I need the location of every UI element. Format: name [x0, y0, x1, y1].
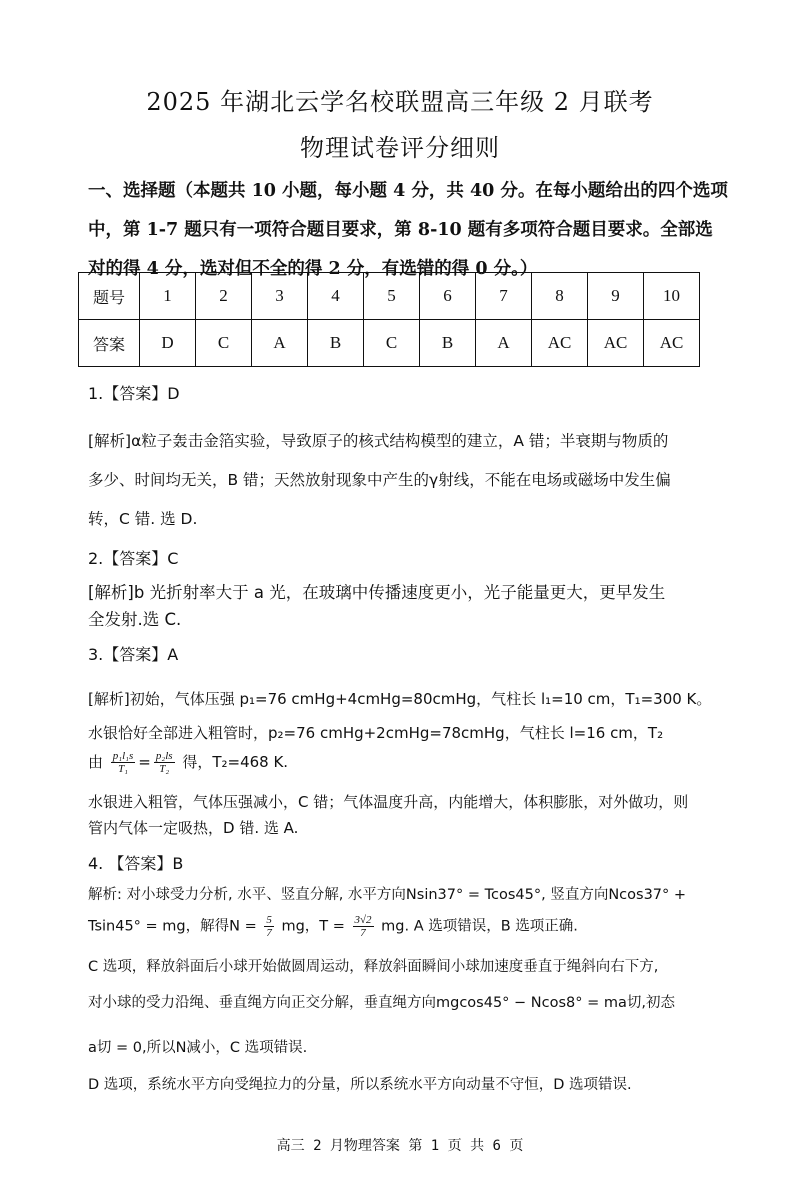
- q2-explanation-line: 全发射.选 C.: [88, 610, 182, 629]
- table-cell: AC: [644, 320, 700, 367]
- table-cell: A: [476, 320, 532, 367]
- q4-answer-heading: 4. 【答案】B: [88, 854, 184, 873]
- row-header-number: 题号: [79, 273, 140, 320]
- q1-explanation-line: 多少、时间均无关，B 错；天然放射现象中产生的γ射线，不能在电场或磁场中发生偏: [88, 471, 671, 489]
- fraction: [154, 750, 175, 775]
- fraction-numerator: p₁l₁s: [112, 750, 134, 762]
- table-cell: 9: [588, 273, 644, 320]
- q3-explanation-line: [解析]初始，气体压强 p₁=76 cmHg+4cmHg=80cmHg，气柱长 l₁=10 cm，T₁=300 K。: [88, 690, 712, 708]
- document-title: 2025 年湖北云学名校联盟高三年级 2 月联考: [146, 88, 654, 116]
- section-heading: 一、选择题（本题共 10 小题，每小题 4 分，共 40 分。在每小题给出的四个选项中，第 1-7 题只有一项符合题目要求，第 8-10 题有多项符合题目要求。全部选对的得 4 分，选对但不全的得 2 分，有选错的得 0 分。）: [88, 181, 728, 279]
- q4-equation-line: [88, 914, 728, 939]
- fraction: [111, 750, 136, 775]
- table-cell: A: [252, 320, 308, 367]
- fraction-denominator: T₁: [118, 763, 129, 775]
- q4-equation-part: Tsin45° = mg，解得N =: [88, 918, 257, 935]
- table-cell: 2: [196, 273, 252, 320]
- q3-equation-prefix: 由: [88, 753, 104, 771]
- table-cell: 7: [476, 273, 532, 320]
- fraction-denominator: T₂: [159, 763, 170, 775]
- table-cell: B: [420, 320, 476, 367]
- q1-explanation-line: 转，C 错. 选 D.: [88, 510, 198, 528]
- fraction: [264, 914, 274, 939]
- q3-answer-heading: 3.【答案】A: [88, 645, 179, 664]
- table-cell: C: [196, 320, 252, 367]
- q1-answer-heading: 1.【答案】D: [88, 384, 180, 403]
- row-header-answer: 答案: [79, 320, 140, 367]
- fraction-numerator: 3√2: [354, 914, 372, 926]
- document-subtitle: 物理试卷评分细则: [300, 134, 500, 162]
- fraction: [353, 914, 374, 939]
- table-cell: 3: [252, 273, 308, 320]
- q2-explanation-line: [解析]b 光折射率大于 a 光，在玻璃中传播速度更小，光子能量更大，更早发生: [88, 583, 666, 602]
- q3-explanation-line: 水银进入粗管，气体压强减小，C 错；气体温度升高，内能增大，体积膨胀，对外做功，则: [88, 793, 689, 811]
- table-cell: B: [308, 320, 364, 367]
- answer-table: [78, 272, 700, 367]
- q4-explanation-line: a切 = 0,所以N减小，C 选项错误.: [88, 1040, 308, 1056]
- table-cell: 10: [644, 273, 700, 320]
- q4-explanation-line: 解析: 对小球受力分析, 水平、竖直分解, 水平方向Nsin37° = Tcos45°, 竖直方向Ncos37° +: [88, 887, 687, 903]
- page-footer: 高三 2 月物理答案 第 1 页 共 6 页: [276, 1138, 524, 1154]
- q3-explanation-line: 管内气体一定吸热，D 错. 选 A.: [88, 819, 299, 837]
- q4-equation-part: mg. A 选项错误，B 选项正确.: [381, 918, 578, 935]
- fraction-denominator: 7: [360, 927, 366, 939]
- table-cell: D: [140, 320, 196, 367]
- table-cell: 1: [140, 273, 196, 320]
- q2-answer-heading: 2.【答案】C: [88, 549, 179, 568]
- q4-explanation-line: C 选项，释放斜面后小球开始做圆周运动，释放斜面瞬间小球加速度垂直于绳斜向右下方,: [88, 959, 659, 975]
- table-cell: 6: [420, 273, 476, 320]
- table-cell: C: [364, 320, 420, 367]
- q4-equation-part: mg，T =: [281, 918, 345, 935]
- q4-explanation-line: D 选项，系统水平方向受绳拉力的分量，所以系统水平方向动量不守恒，D 选项错误.: [88, 1077, 632, 1093]
- table-cell: 4: [308, 273, 364, 320]
- q4-explanation-line: 对小球的受力沿绳、垂直绳方向正交分解，垂直绳方向mgcos45° − Ncos8° = ma切,初态: [88, 995, 675, 1011]
- fraction-numerator: 5: [266, 914, 272, 926]
- q1-explanation-line: [解析]α粒子轰击金箔实验，导致原子的核式结构模型的建立，A 错；半衰期与物质的: [88, 432, 669, 450]
- table-cell: AC: [532, 320, 588, 367]
- fraction-numerator: p₂ls: [155, 750, 173, 762]
- table-row-answers: [79, 320, 700, 367]
- table-cell: 5: [364, 273, 420, 320]
- table-cell: AC: [588, 320, 644, 367]
- q3-equation-line: 由 $\frac{\text{p₁l₁s}}{\text{T₁}}$ = $\frac{\text{p₂ls}}{\text{T₂}}$ 得，T₂=468 K.: [88, 750, 289, 775]
- fraction-denominator: 7: [266, 927, 272, 939]
- table-row-numbers: [79, 273, 700, 320]
- q3-equation-suffix: 得，T₂=468 K.: [182, 753, 289, 771]
- q3-explanation-line: 水银恰好全部进入粗管时，p₂=76 cmHg+2cmHg=78cmHg，气柱长 l=16 cm，T₂: [88, 724, 664, 742]
- table-cell: 8: [532, 273, 588, 320]
